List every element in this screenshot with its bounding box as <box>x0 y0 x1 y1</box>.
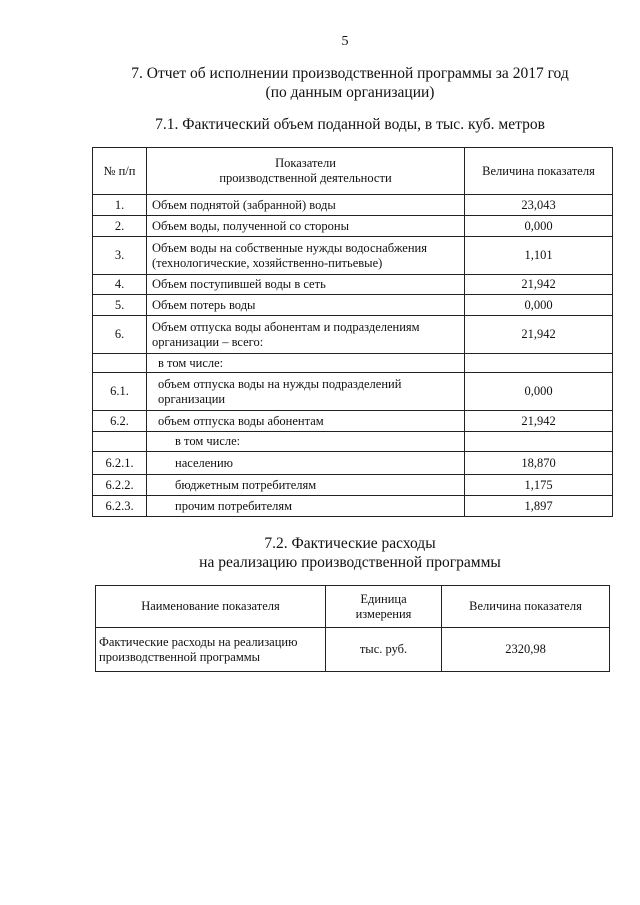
row-name: объем отпуска воды абонентам <box>147 411 465 432</box>
row-name: Объем поступившей воды в сеть <box>147 275 465 295</box>
header-indicator-line1: Показатели <box>275 156 336 170</box>
table-row <box>93 373 613 411</box>
row-value: 0,000 <box>465 216 613 237</box>
page-number: 5 <box>341 34 349 49</box>
row-num <box>93 354 147 373</box>
table-row <box>93 316 613 354</box>
row-value: 21,942 <box>465 275 613 295</box>
table-row <box>93 237 613 275</box>
row-num: 6.2.1. <box>93 452 147 475</box>
row-value: 0,000 <box>465 295 613 316</box>
row-num: 6.2.3. <box>93 496 147 517</box>
table-row <box>93 475 613 496</box>
header-unit <box>326 586 442 628</box>
row-value: 1,175 <box>465 475 613 496</box>
row-value: 0,000 <box>465 373 613 411</box>
header-value: Величина показателя <box>442 586 610 628</box>
section-7-2-title-line2: на реализацию производственной программы <box>199 554 501 571</box>
header-unit-line1: Единица <box>360 591 407 606</box>
header-unit-line2: измерения <box>355 606 412 621</box>
row-num: 6.1. <box>93 373 147 411</box>
row-value: 21,942 <box>465 316 613 354</box>
section-7-1-title: 7.1. Фактический объем поданной воды, в тыс. куб. метров <box>155 116 545 133</box>
row-value: 21,942 <box>465 411 613 432</box>
table-row <box>93 411 613 432</box>
table-row <box>93 432 613 452</box>
row-num <box>93 432 147 452</box>
row-name: Объем воды на собственные нужды водоснабжения (технологические, хозяйственно-питьевые) <box>147 237 465 275</box>
row-num: 4. <box>93 275 147 295</box>
row-value: 18,870 <box>465 452 613 475</box>
row-name: Объем воды, полученной со стороны <box>147 216 465 237</box>
section-7-2-title <box>90 534 610 572</box>
row-name: населению <box>147 452 465 475</box>
row-num: 5. <box>93 295 147 316</box>
table-header-row <box>93 148 613 195</box>
expenses-table <box>95 585 610 672</box>
water-volume-table <box>92 147 613 517</box>
row-value <box>465 432 613 452</box>
row-name: Объем потерь воды <box>147 295 465 316</box>
table-row <box>93 295 613 316</box>
table-row <box>93 354 613 373</box>
row-name: объем отпуска воды на нужды подразделений организации <box>147 373 465 411</box>
header-indicator-line2: производственной деятельности <box>219 171 392 185</box>
row-num: 6.2.2. <box>93 475 147 496</box>
row-value: 1,101 <box>465 237 613 275</box>
row-value: 1,897 <box>465 496 613 517</box>
header-indicator-name: Наименование показателя <box>96 586 326 628</box>
row-name: в том числе: <box>147 432 465 452</box>
table-row <box>93 496 613 517</box>
header-value: Величина показателя <box>465 148 613 195</box>
row-num: 6. <box>93 316 147 354</box>
section-7-title <box>90 64 610 102</box>
table-row <box>93 195 613 216</box>
row-name: Фактические расходы на реализацию производственной программы <box>96 628 326 672</box>
table-row <box>93 216 613 237</box>
section-7-2-title-line1: 7.2. Фактические расходы <box>264 535 436 552</box>
table-header-row <box>96 586 610 628</box>
row-unit: тыс. руб. <box>326 628 442 672</box>
row-name: в том числе: <box>147 354 465 373</box>
row-name: бюджетным потребителям <box>147 475 465 496</box>
row-name: Объем поднятой (забранной) воды <box>147 195 465 216</box>
header-num: № п/п <box>93 148 147 195</box>
row-value <box>465 354 613 373</box>
section-7-title-line1: 7. Отчет об исполнении производственной программы за 2017 год <box>131 65 569 82</box>
section-7-title-line2: (по данным организации) <box>265 84 435 101</box>
row-num: 3. <box>93 237 147 275</box>
row-name: прочим потребителям <box>147 496 465 517</box>
table-row <box>96 628 610 672</box>
table-row <box>93 452 613 475</box>
row-num: 2. <box>93 216 147 237</box>
row-num: 1. <box>93 195 147 216</box>
row-num: 6.2. <box>93 411 147 432</box>
header-indicator <box>147 148 465 195</box>
row-value: 23,043 <box>465 195 613 216</box>
table-row <box>93 275 613 295</box>
row-value: 2320,98 <box>442 628 610 672</box>
row-name: Объем отпуска воды абонентам и подразделениям организации – всего: <box>147 316 465 354</box>
